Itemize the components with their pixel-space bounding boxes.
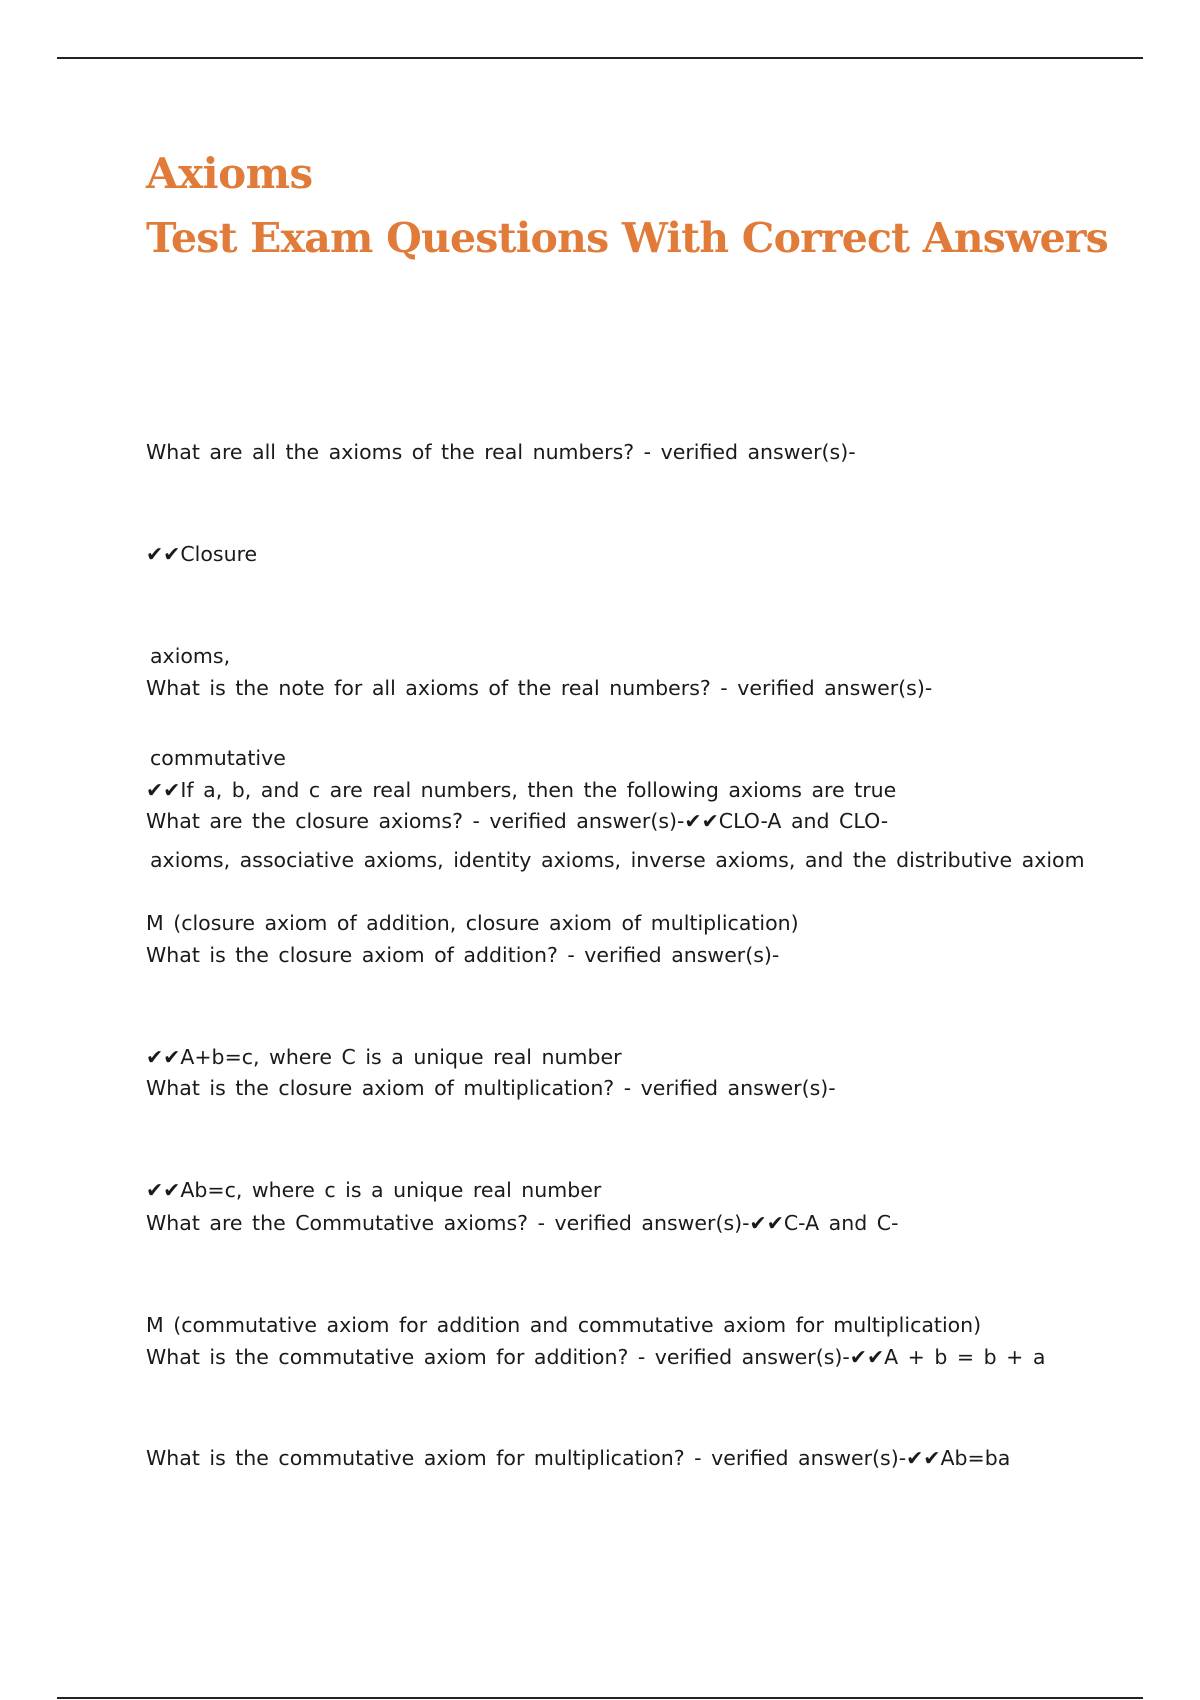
answer-line: commutative [150,746,286,770]
document-subtitle: Test Exam Questions With Correct Answers [146,214,1108,262]
question-line: What is the closure axiom of addition? - verified answer(s)- [146,943,780,967]
answer-line: M (closure axiom of addition, closure axiom of multiplication) [146,911,799,935]
bottom-rule [57,1697,1143,1699]
answer-line: ✔✔Closure [146,542,258,566]
question-line: What is the note for all axioms of the real numbers? - verified answer(s)- [146,676,933,700]
answer-line: M (commutative axiom for addition and commutative axiom for multiplication) [146,1313,982,1337]
question-line: What are the Commutative axioms? - verified answer(s)-✔✔C-A and C- [146,1211,899,1235]
question-line: What are the closure axioms? - verified answer(s)-✔✔CLO-A and CLO- [146,809,889,833]
question-line: What is the commutative axiom for multiplication? - verified answer(s)-✔✔Ab=ba [146,1446,1011,1470]
question-line: What are all the axioms of the real numbers? - verified answer(s)- [146,440,856,464]
answer-line: axioms, associative axioms, identity axioms, inverse axioms, and the distributive axiom [150,848,1085,872]
answer-line: ✔✔A+b=c, where C is a unique real number [146,1045,622,1069]
question-line: What is the commutative axiom for addition? - verified answer(s)-✔✔A + b = b + a [146,1345,1046,1369]
document-title: Axioms [146,149,313,198]
answer-line: ✔✔If a, b, and c are real numbers, then the following axioms are true [146,778,897,802]
top-rule [57,57,1143,59]
question-line: What is the closure axiom of multiplication? - verified answer(s)- [146,1076,836,1100]
answer-line: ✔✔Ab=c, where c is a unique real number [146,1178,602,1202]
document-title-block [146,142,1126,270]
qa-item [146,1373,1106,1543]
answer-line: axioms, [150,644,231,668]
